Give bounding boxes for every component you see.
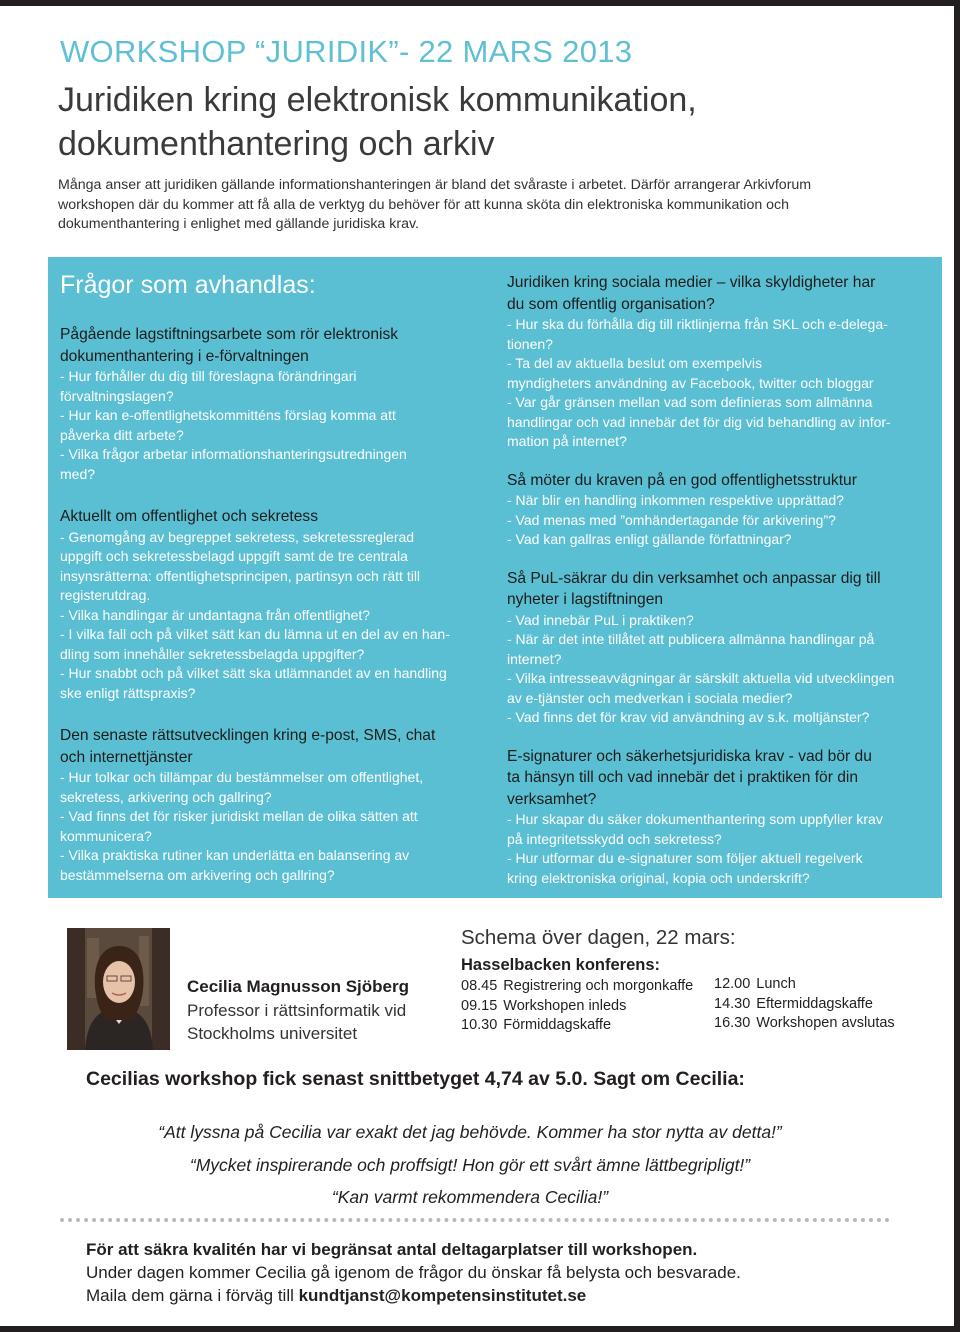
topic-item-line: - Vad kan gallras enligt gällande författningar?: [507, 531, 792, 547]
topic-item-line: - Vilka intresseavvägningar är särskilt aktuella vid utvecklingen: [507, 670, 895, 686]
topic-item-line: mation på internet?: [507, 433, 627, 449]
schedule-row: [714, 975, 895, 995]
topic-item-line: myndigheters användning av Facebook, twitter och bloggar: [507, 374, 874, 391]
schedule-time: 09.15: [461, 997, 498, 1014]
topic-item-line: - Vilka frågor arbetar informationshanteringsutredningen: [60, 446, 407, 462]
schedule-row: [461, 1016, 693, 1036]
speaker-photo: [67, 928, 170, 1050]
footer-notice: [86, 1238, 741, 1307]
footer-mail-line: [86, 1284, 741, 1307]
topic-item-line: - Hur förhåller du dig till föreslagna förändringari: [60, 368, 357, 384]
speaker-portrait-image: [67, 928, 170, 1050]
topic-item-line: påverka ditt arbete?: [60, 426, 184, 443]
topic-items: [60, 367, 480, 484]
topic-title-line: ta hänsyn till och vad innebär det i praktiken för din: [507, 769, 859, 786]
topic-section-title: [507, 746, 937, 811]
topic-item-line: - Hur kan e-offentlighetskommitténs förslag komma att: [60, 407, 396, 423]
schedule-venue: Hasselbacken konferens:: [461, 956, 661, 974]
topics-right-column: [507, 272, 937, 906]
rating-statement: Cecilias workshop fick senast snittbetyget 4,74 av 5.0. Sagt om Cecilia:: [86, 1068, 745, 1090]
topic-item-line: - Hur skapar du säker dokumenthantering som uppfyller krav: [507, 811, 883, 827]
topic-item-line: med?: [60, 465, 96, 482]
topics-left-column: [60, 270, 480, 907]
intro-line: Många anser att juridiken gällande informationshanteringen är bland det svåraste i arbetet. Därför arrangerar Arkivforum: [58, 177, 812, 193]
schedule-label: Eftermiddagskaffe: [756, 995, 873, 1012]
topic-item-line: - När blir en handling inkommen respektive upprättad?: [507, 492, 844, 508]
topic-item-line: - Hur snabbt och på vilket sätt ska utlämnandet av en handling: [60, 665, 447, 681]
schedule-column-afternoon: [714, 975, 895, 1034]
topic-section-title: [60, 725, 480, 768]
topic-title-line: Aktuellt om offentlighet och sekretess: [60, 508, 319, 525]
topic-item-line: dling som innehåller sekretessbelagda uppgifter?: [60, 645, 365, 662]
topic-title-line: nyheter i lagstiftningen: [507, 591, 664, 608]
page-border-right: [954, 0, 960, 1332]
topic-items: [507, 611, 937, 728]
topic-item-line: handlingar och vad innebär det för dig vid behandling av infor-: [507, 413, 891, 430]
footer-line: Under dagen kommer Cecilia gå igenom de frågor du önskar få belysta och besvarade.: [86, 1263, 741, 1282]
topic-item-line: - Var går gränsen mellan vad som definieras som allmänna: [507, 394, 873, 410]
schedule-time: 16.30: [714, 1015, 751, 1031]
schedule-row: [714, 995, 895, 1015]
topic-items: [507, 315, 937, 452]
schedule-label: Workshopen inleds: [503, 997, 627, 1014]
topic-item-line: - Vad innebär PuL i praktiken?: [507, 611, 694, 628]
topic-item-line: - Vad menas med ”omhändertagande för arkivering”?: [507, 511, 836, 528]
topic-item-line: - I vilka fall och på vilket sätt kan du lämna ut en del av en han-: [60, 626, 450, 642]
testimonials: [0, 1116, 940, 1214]
topic-item-line: - Genomgång av begreppet sekretess, sekretessreglerad: [60, 528, 415, 545]
topic-title-line: och internettjänster: [60, 748, 193, 766]
topic-item-line: registerutdrag.: [60, 587, 151, 603]
schedule-row: [461, 997, 693, 1017]
topic-item-line: sekretess, arkivering och gallring?: [60, 788, 272, 805]
page-border-top: [0, 0, 960, 6]
topic-item-line: förvaltningslagen?: [60, 387, 174, 404]
schedule-time: 08.45: [461, 978, 498, 994]
schedule-label: Lunch: [756, 976, 796, 992]
schedule-time: 10.30: [461, 1017, 498, 1033]
topic-section-title: [60, 506, 480, 528]
title-line: Juridiken kring elektronisk kommunikation,: [58, 81, 697, 119]
title-line: dokumenthantering och arkiv: [58, 125, 495, 163]
topic-title-line: E-signaturer och säkerhetsjuridiska krav - vad bör du: [507, 747, 872, 765]
topic-item-line: - Vilka praktiska rutiner kan underlätta en balansering av: [60, 847, 410, 863]
mail-prefix: Maila dem gärna i förväg till: [86, 1286, 299, 1305]
speaker-role: [187, 999, 447, 1045]
topic-title-line: Så PuL-säkrar du din verksamhet och anpassar dig till: [507, 569, 881, 587]
intro-line: workshopen där du kommer att få alla de verktyg du behöver för att kunna sköta din elektroniska kommunikation och: [58, 196, 790, 213]
topic-item-line: på integritetsskydd och sekretess?: [507, 830, 722, 847]
topic-section: [507, 272, 937, 452]
topic-title-line: verksamhet?: [507, 790, 597, 808]
topic-section: [507, 568, 937, 728]
topic-section-title: [60, 324, 480, 367]
footer-notice-bold: För att säkra kvalitén har vi begränsat antal deltagarplatser till workshopen.: [86, 1240, 698, 1259]
intro-paragraph: [58, 176, 928, 235]
topic-title-line: du som offentlig organisation?: [507, 295, 715, 313]
schedule-row: [714, 1014, 895, 1034]
topic-items: [507, 491, 937, 550]
topic-title-line: Den senaste rättsutvecklingen kring e-post, SMS, chat: [60, 727, 436, 744]
speaker-role-line: Stockholms universitet: [187, 1024, 358, 1043]
topic-item-line: insynsrätterna: offentlighetsprincipen, partinsyn och rätt till: [60, 567, 421, 584]
schedule-time: 14.30: [714, 995, 751, 1012]
panel-heading: Frågor som avhandlas:: [60, 271, 316, 299]
schedule-column-morning: [461, 977, 693, 1036]
intro-line: dokumenthantering i enlighet med gällande juridiska krav.: [58, 216, 419, 232]
page-title: [58, 78, 938, 166]
speaker-role-line: Professor i rättsinformatik vid: [187, 1001, 407, 1020]
topic-item-line: - Hur tolkar och tillämpar du bestämmelser om offentlighet,: [60, 769, 424, 785]
topic-item-line: - Ta del av aktuella beslut om exempelvis: [507, 355, 762, 371]
topic-title-line: Juridiken kring sociala medier – vilka skyldigheter har: [507, 274, 876, 291]
topic-item-line: - Vilka handlingar är undantagna från offentlighet?: [60, 606, 371, 623]
topic-item-line: - Hur utformar du e-signaturer som följer aktuell regelverk: [507, 850, 863, 866]
left-sections: [60, 324, 480, 885]
schedule-title: Schema över dagen, 22 mars:: [461, 926, 736, 949]
topic-item-line: - Vad finns det för risker juridiskt mellan de olika sätten att: [60, 808, 418, 824]
topic-item-line: - Vad finns det för krav vid användning av s.k. moltjänster?: [507, 709, 870, 725]
topic-title-line: dokumenthantering i e-förvaltningen: [60, 347, 309, 365]
right-sections: [507, 272, 937, 888]
speaker-info: [187, 975, 447, 1045]
email-link[interactable]: kundtjanst@kompetensinstitutet.se: [298, 1286, 587, 1305]
topic-section-title: [507, 272, 937, 315]
topic-item-line: kring elektroniska original, kopia och underskrift?: [507, 869, 810, 886]
schedule-label: Förmiddagskaffe: [503, 1017, 612, 1033]
topic-section: [507, 746, 937, 889]
topic-section-title: [507, 470, 937, 492]
topic-section: [60, 506, 480, 703]
page-border-bottom: [0, 1326, 960, 1332]
dotted-divider: [60, 1218, 890, 1222]
testimonial-quote: “Mycket inspirerande och proffsigt! Hon gör ett svårt ämne lättbegripligt!”: [189, 1154, 751, 1175]
topic-item-line: - När är det inte tillåtet att publicera allmänna handlingar på: [507, 631, 875, 647]
topic-items: [60, 768, 480, 885]
schedule-row: [461, 977, 693, 997]
testimonial-quote: “Kan varmt rekommendera Cecilia!”: [331, 1187, 609, 1207]
topic-item-line: uppgift och sekretessbelagd uppgift samt de tre centrala: [60, 548, 408, 564]
topic-section: [507, 470, 937, 550]
speaker-name: Cecilia Magnusson Sjöberg: [187, 977, 409, 996]
schedule-time: 12.00: [714, 976, 751, 992]
topic-item-line: av e-tjänster och medverkan i sociala medier?: [507, 689, 793, 706]
topic-item-line: kommunicera?: [60, 827, 152, 844]
topic-section: [60, 725, 480, 885]
testimonial-quote: “Att lyssna på Cecilia var exakt det jag behövde. Kommer ha stor nytta av detta!”: [158, 1122, 782, 1142]
schedule-label: Registrering och morgonkaffe: [503, 978, 694, 994]
topic-item-line: internet?: [507, 650, 562, 667]
topic-items: [507, 810, 937, 888]
schedule-label: Workshopen avslutas: [756, 1015, 895, 1031]
topic-item-line: - Hur ska du förhålla dig till riktlinjerna från SKL och e-delega-: [507, 316, 888, 332]
topic-items: [60, 528, 480, 704]
topic-item-line: ske enligt rättspraxis?: [60, 684, 196, 701]
topic-section: [60, 324, 480, 484]
event-heading: WORKSHOP “JURIDIK”- 22 MARS 2013: [60, 34, 633, 69]
topic-title-line: Så möter du kraven på en god offentlighetsstruktur: [507, 471, 857, 489]
topic-section-title: [507, 568, 937, 611]
topic-item-line: bestämmelserna om arkivering och gallring?: [60, 866, 335, 883]
topic-item-line: tionen?: [507, 335, 553, 352]
topic-title-line: Pågående lagstiftningsarbete som rör elektronisk: [60, 326, 399, 343]
